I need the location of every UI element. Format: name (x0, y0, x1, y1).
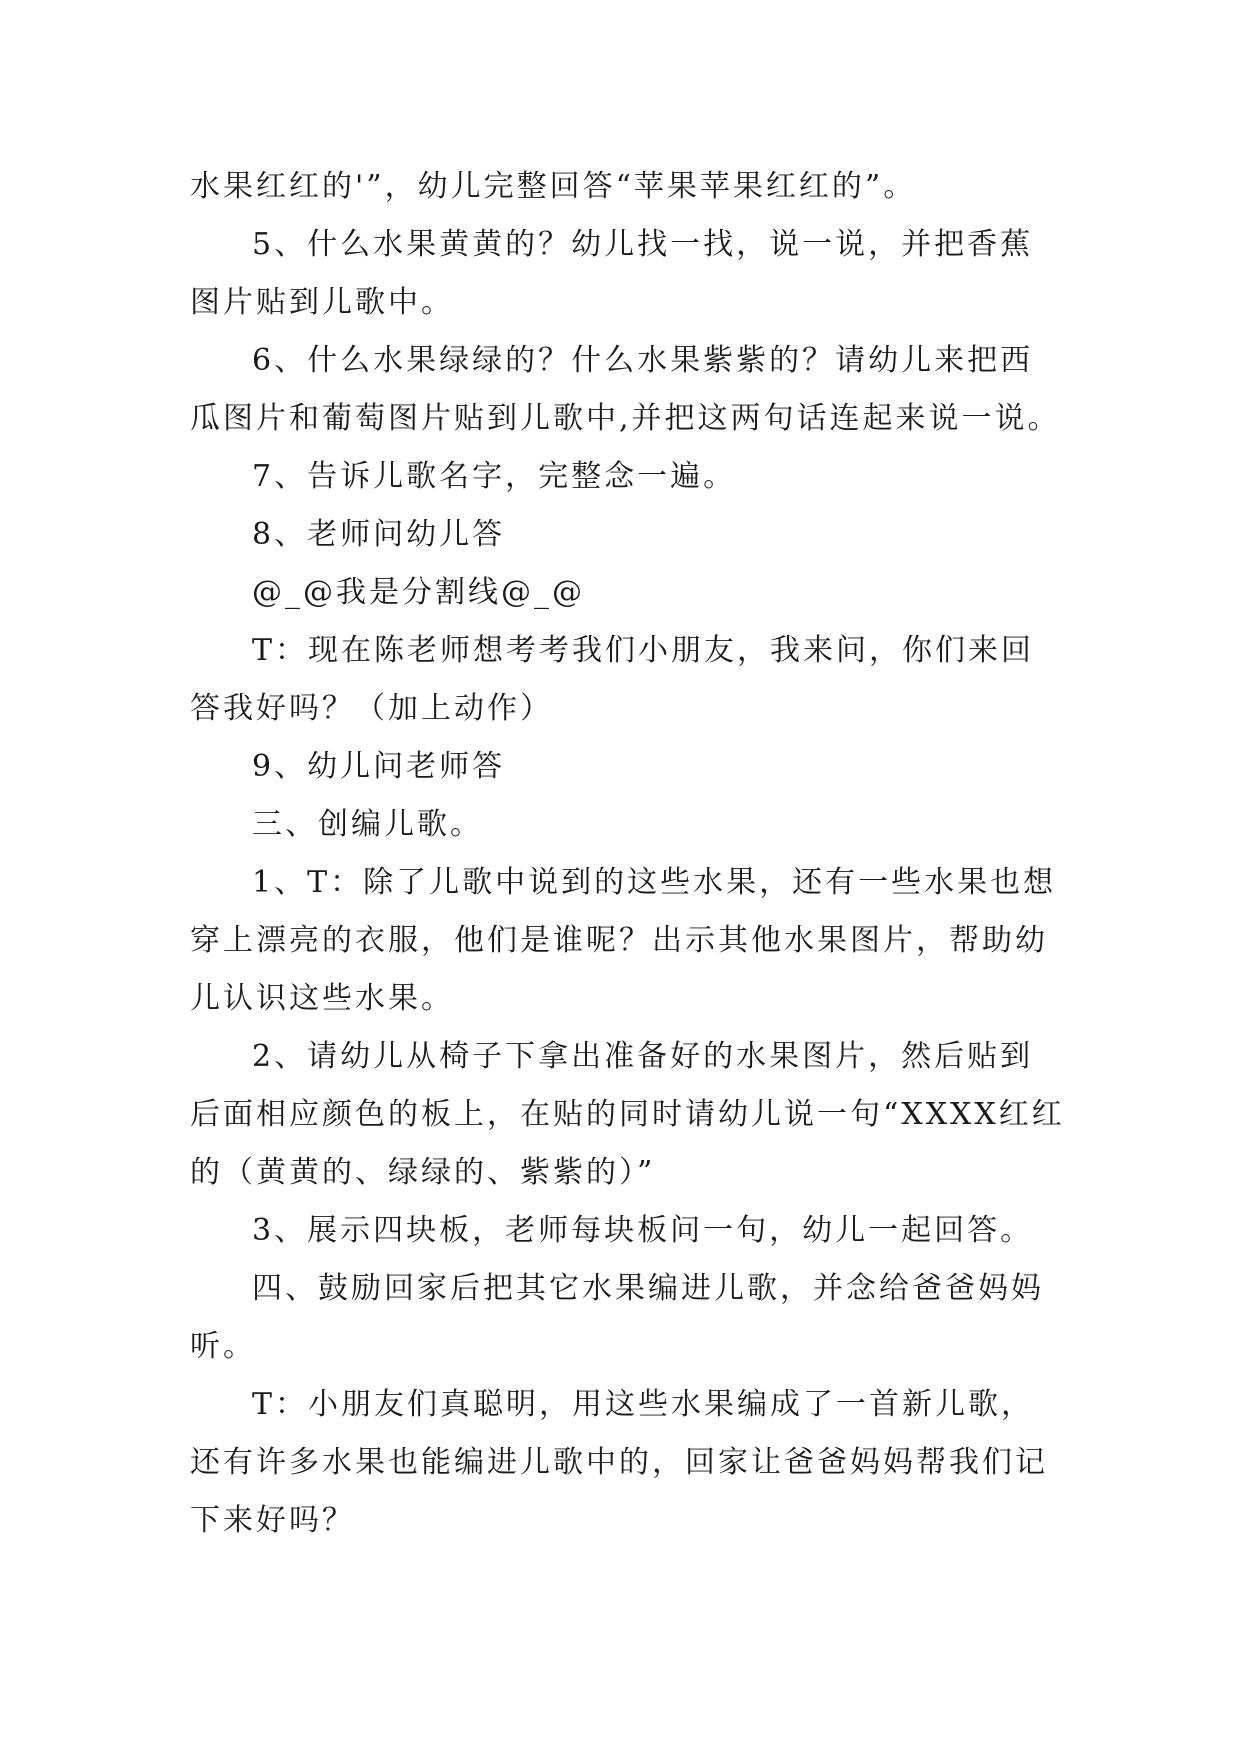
text-line: 3、展示四块板，老师每块板问一句，幼儿一起回答。 (252, 1213, 1034, 1248)
text-line: 下来好吗？ (190, 1503, 355, 1538)
text-line: 听。 (190, 1329, 256, 1364)
text-line: T：现在陈老师想考考我们小朋友，我来问，你们来回 (252, 633, 1035, 668)
text-line: 后面相应颜色的板上，在贴的同时请幼儿说一句“XXXX红红 (190, 1097, 1065, 1132)
text-line: 图片贴到儿歌中。 (190, 285, 454, 320)
text-line: 5、什么水果黄黄的？幼儿找一找，说一说，并把香蕉 (252, 227, 1034, 262)
document-body (190, 158, 1065, 1550)
divider-text: @_@我是分割线@_@ (252, 575, 585, 610)
text-line: 儿认识这些水果。 (190, 981, 454, 1016)
section-heading: 四、鼓励回家后把其它水果编进儿歌，并念给爸爸妈妈 (252, 1271, 1044, 1306)
text-line: 穿上漂亮的衣服，他们是谁呢？出示其他水果图片，帮助幼 (190, 923, 1048, 958)
text-line: 8、老师问幼儿答 (252, 517, 506, 552)
text-line: 6、什么水果绿绿的？什么水果紫紫的？请幼儿来把西 (252, 343, 1034, 378)
section-heading: 三、创编儿歌。 (252, 807, 483, 842)
text-line: 9、幼儿问老师答 (252, 749, 506, 784)
text-line: 还有许多水果也能编进儿歌中的，回家让爸爸妈妈帮我们记 (190, 1445, 1048, 1480)
text-line: 1、T：除了儿歌中说到的这些水果，还有一些水果也想 (252, 865, 1057, 900)
text-line: 的（黄黄的、绿绿的、紫紫的）” (190, 1155, 656, 1190)
text-line: 答我好吗？（加上动作） (190, 691, 553, 726)
text-line: 瓜图片和葡萄图片贴到儿歌中,并把这两句话连起来说一说。 (190, 401, 1061, 436)
text-line: 2、请幼儿从椅子下拿出准备好的水果图片，然后贴到 (252, 1039, 1034, 1074)
text-line: 7、告诉儿歌名字，完整念一遍。 (252, 459, 737, 494)
text-line: T：小朋友们真聪明，用这些水果编成了一首新儿歌， (252, 1387, 1035, 1422)
text-line: 水果红红的'”，幼儿完整回答“苹果苹果红红的”。 (190, 169, 917, 204)
